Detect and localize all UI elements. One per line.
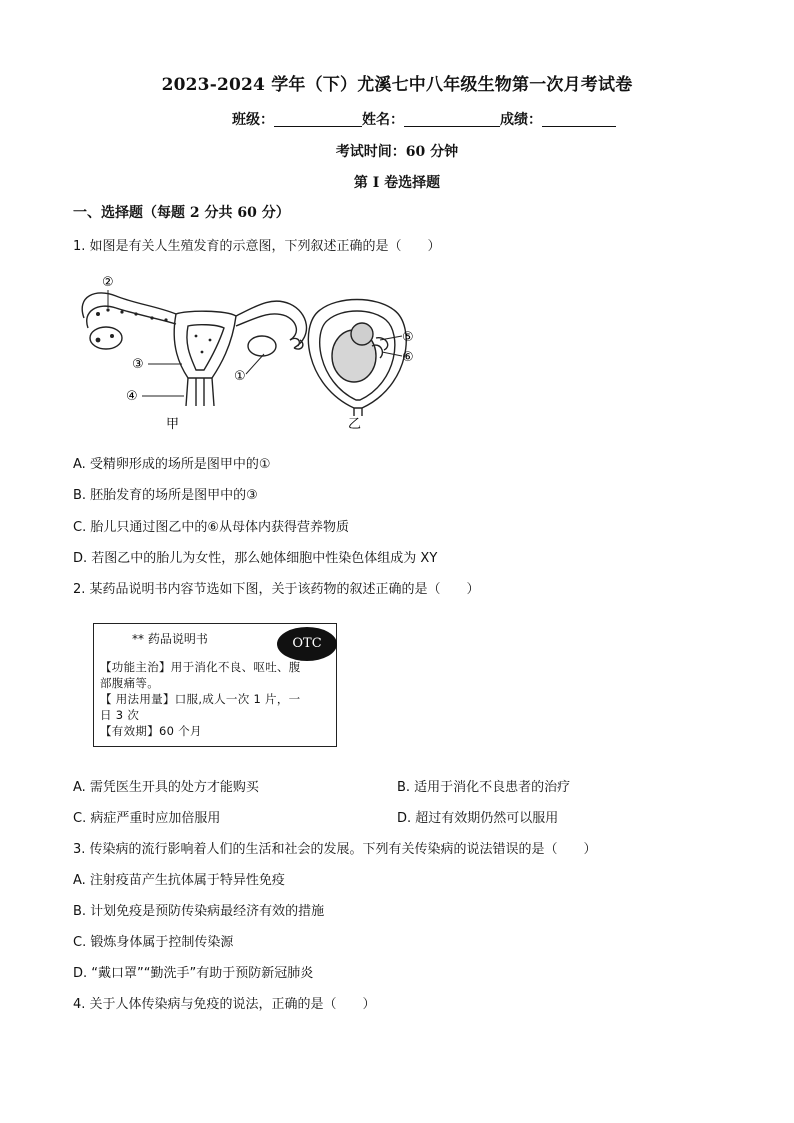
drug-line-3: 【 用法用量】口服,成人一次 1 片，一 <box>100 692 301 706</box>
question-2-stem: 2. 某药品说明书内容节选如下图，关于该药物的叙述正确的是（ ） <box>73 582 480 597</box>
marker-6: ⑥ <box>402 350 414 365</box>
score-blank[interactable] <box>542 112 616 127</box>
marker-1: ① <box>234 369 246 384</box>
q2-option-c[interactable]: C. 病症严重时应加倍服用 <box>73 811 221 826</box>
question-4-stem: 4. 关于人体传染病与免疫的说法，正确的是（ ） <box>73 997 376 1012</box>
marker-2: ② <box>102 275 114 290</box>
q1-option-c[interactable]: C. 胎儿只通过图乙中的⑥从母体内获得营养物质 <box>73 520 349 535</box>
q1-option-d[interactable]: D. 若图乙中的胎儿为女性，那么她体细胞中性染色体组成为 XY <box>73 551 438 566</box>
drug-line-2: 部腹痛等。 <box>100 676 159 690</box>
name-blank[interactable] <box>404 112 500 127</box>
exam-title: 2023-2024 学年（下）尤溪七中八年级生物第一次月考试卷 <box>161 75 633 95</box>
section-title: 一、选择题（每题 2 分共 60 分） <box>73 205 290 221</box>
exam-time: 考试时间：60 分钟 <box>335 144 459 160</box>
q2-option-d[interactable]: D. 超过有效期仍然可以服用 <box>397 811 559 826</box>
marker-5: ⑤ <box>402 330 414 345</box>
drug-line-5: 【有效期】60 个月 <box>100 724 202 738</box>
figure-label-yi: 乙 <box>348 417 362 432</box>
figure-jia-cells <box>96 308 212 353</box>
marker-4: ④ <box>126 389 138 404</box>
question-1-stem: 1. 如图是有关人生殖发育的示意图，下列叙述正确的是（ ） <box>73 239 441 254</box>
part-title: 第 I 卷选择题 <box>353 175 441 191</box>
reproduction-figure <box>76 266 456 436</box>
drug-box-title: ** 药品说明书 <box>132 632 208 646</box>
drug-line-1: 【功能主治】用于消化不良、呕吐、腹 <box>100 660 301 674</box>
drug-line-4: 日 3 次 <box>100 708 140 722</box>
q2-option-a[interactable]: A. 需凭医生开具的处方才能购买 <box>73 780 259 795</box>
figure-label-jia: 甲 <box>166 417 180 432</box>
q3-option-d[interactable]: D. “戴口罩”“勤洗手”有助于预防新冠肺炎 <box>73 966 314 981</box>
figure-jia-uterus-diagram <box>82 293 306 406</box>
student-info-row <box>232 109 616 129</box>
q2-option-b[interactable]: B. 适用于消化不良患者的治疗 <box>397 780 571 795</box>
score-label: 成绩： <box>500 112 542 128</box>
q3-option-c[interactable]: C. 锻炼身体属于控制传染源 <box>73 935 234 950</box>
q1-option-a[interactable]: A. 受精卵形成的场所是图甲中的① <box>73 457 271 472</box>
marker-3: ③ <box>132 357 144 372</box>
otc-badge: OTC <box>277 627 337 661</box>
name-label: 姓名： <box>362 112 404 128</box>
q1-option-b[interactable]: B. 胚胎发育的场所是图甲中的③ <box>73 488 258 503</box>
q3-option-a[interactable]: A. 注射疫苗产生抗体属于特异性免疫 <box>73 873 285 888</box>
q3-option-b[interactable]: B. 计划免疫是预防传染病最经济有效的措施 <box>73 904 325 919</box>
class-label: 班级： <box>232 112 274 128</box>
figure-yi-fetus-diagram <box>308 300 406 417</box>
drug-instructions-box <box>93 623 337 747</box>
question-3-stem: 3. 传染病的流行影响着人们的生活和社会的发展。下列有关传染病的说法错误的是（ ） <box>73 842 597 857</box>
class-blank[interactable] <box>274 112 362 127</box>
